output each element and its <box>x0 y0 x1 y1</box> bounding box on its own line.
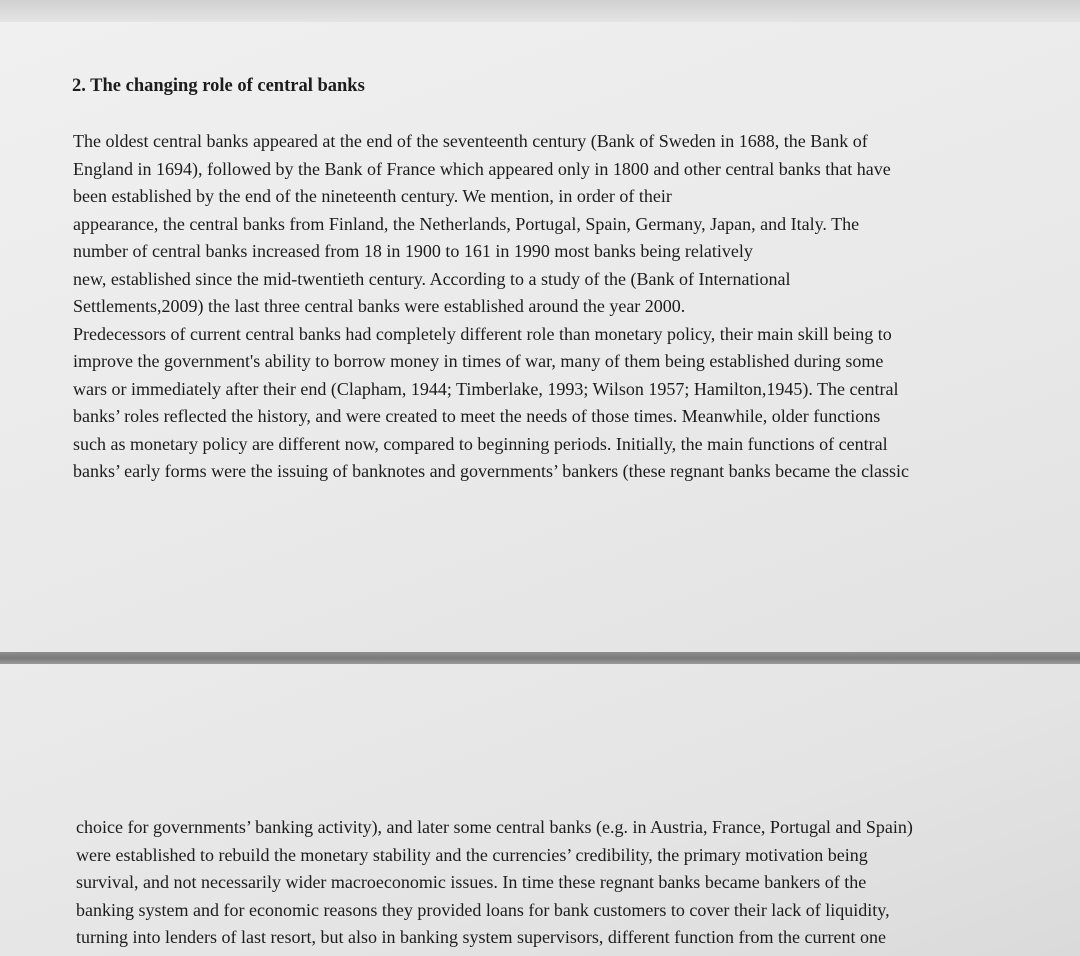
text-line: number of central banks increased from 18 in 1900 to 161 in 1990 most banks being relatively <box>73 241 753 261</box>
text-line: Settlements,2009) the last three central banks were established around the year 2000. <box>73 296 686 316</box>
page-separator <box>0 652 1080 664</box>
text-line: wars or immediately after their end (Clapham, 1944; Timberlake, 1993; Wilson 1957; Hamilton,1945). The central <box>73 378 899 399</box>
text-line: improve the government's ability to borrow money in times of war, many of them being established during some <box>73 351 884 371</box>
section-title: 2. The changing role of central banks <box>72 76 365 96</box>
text-line: survival, and not necessarily wider macroeconomic issues. In time these regnant banks became bankers of the <box>76 872 867 892</box>
text-line: banks’ roles reflected the history, and were created to meet the needs of those times. Meanwhile, older functions <box>73 406 881 426</box>
text-line: turning into lenders of last resort, but also in banking system supervisors, different function from the current one <box>76 927 886 947</box>
text-line: were established to rebuild the monetary stability and the currencies’ credibility, the primary motivation being <box>76 844 868 865</box>
text-line: new, established since the mid-twentieth century. According to a study of the (Bank of International <box>73 268 791 289</box>
monitor-top-edge <box>0 0 1080 23</box>
document-page-1 <box>0 22 1080 652</box>
paragraph-block-1 <box>73 128 909 486</box>
text-line: banks’ early forms were the issuing of banknotes and governments’ bankers (these regnant banks became the classic <box>73 461 910 481</box>
text-line: England in 1694), followed by the Bank of France which appeared only in 1800 and other central banks that have <box>73 158 891 179</box>
text-line: banking system and for economic reasons they provided loans for bank customers to cover their lack of liquidity, <box>76 899 890 920</box>
paragraph-block-2 <box>76 814 913 952</box>
text-line: Predecessors of current central banks had completely different role than monetary policy, their main skill being to <box>73 323 892 344</box>
text-line: choice for governments’ banking activity), and later some central banks (e.g. in Austria, France, Portugal and Spain) <box>76 817 913 837</box>
text-line: been established by the end of the nineteenth century. We mention, in order of their <box>73 186 672 206</box>
text-line: appearance, the central banks from Finland, the Netherlands, Portugal, Spain, Germany, Japan, and Italy. The <box>73 213 860 234</box>
document-page-2 <box>0 664 1080 956</box>
text-line: such as monetary policy are different now, compared to beginning periods. Initially, the main functions of central <box>73 433 888 454</box>
text-line: The oldest central banks appeared at the end of the seventeenth century (Bank of Sweden in 1688, the Bank of <box>73 131 868 151</box>
